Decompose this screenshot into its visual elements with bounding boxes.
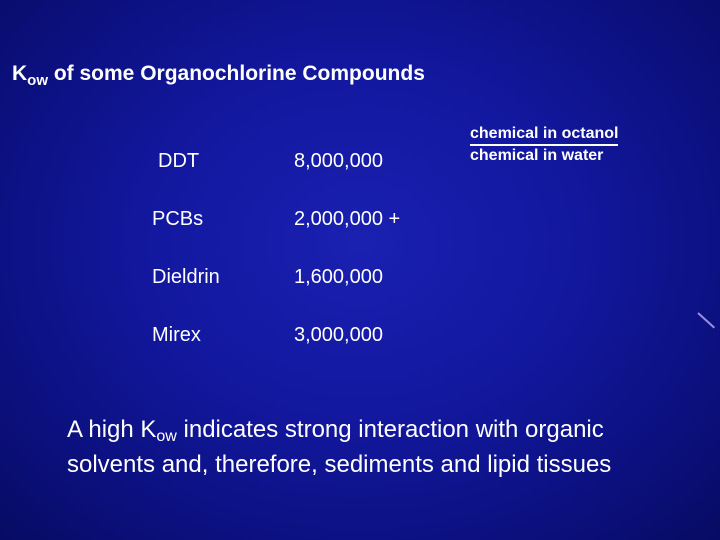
kow-value-ddt: 8,000,000	[294, 150, 383, 172]
kow-value-mirex: 3,000,000	[294, 324, 383, 346]
note-k-subscript: ow	[156, 428, 177, 445]
note-suffix: indicates strong interaction with organic solvents and, therefore, sediments and lipid tissues	[67, 416, 612, 478]
compound-name-dieldrin: Dieldrin	[152, 266, 220, 288]
title-text: of some Organochlorine Compounds	[48, 62, 425, 85]
title-k-subscript: ow	[27, 72, 49, 89]
title-k: K	[12, 62, 28, 85]
kow-value-dieldrin: 1,600,000	[294, 266, 383, 288]
compound-name-mirex: Mirex	[152, 324, 201, 346]
ratio-numerator: chemical in octanol	[470, 124, 618, 146]
kow-ratio-definition	[470, 124, 618, 165]
slide-title	[12, 62, 425, 89]
compound-name-pcbs: PCBs	[152, 208, 204, 230]
note-prefix: A high K	[67, 416, 157, 443]
decorative-line	[697, 312, 715, 328]
compound-name-ddt: DDT	[158, 150, 200, 172]
kow-explanation-note	[67, 416, 667, 479]
kow-value-pcbs: 2,000,000 +	[294, 208, 401, 230]
ratio-denominator: chemical in water	[470, 147, 604, 164]
